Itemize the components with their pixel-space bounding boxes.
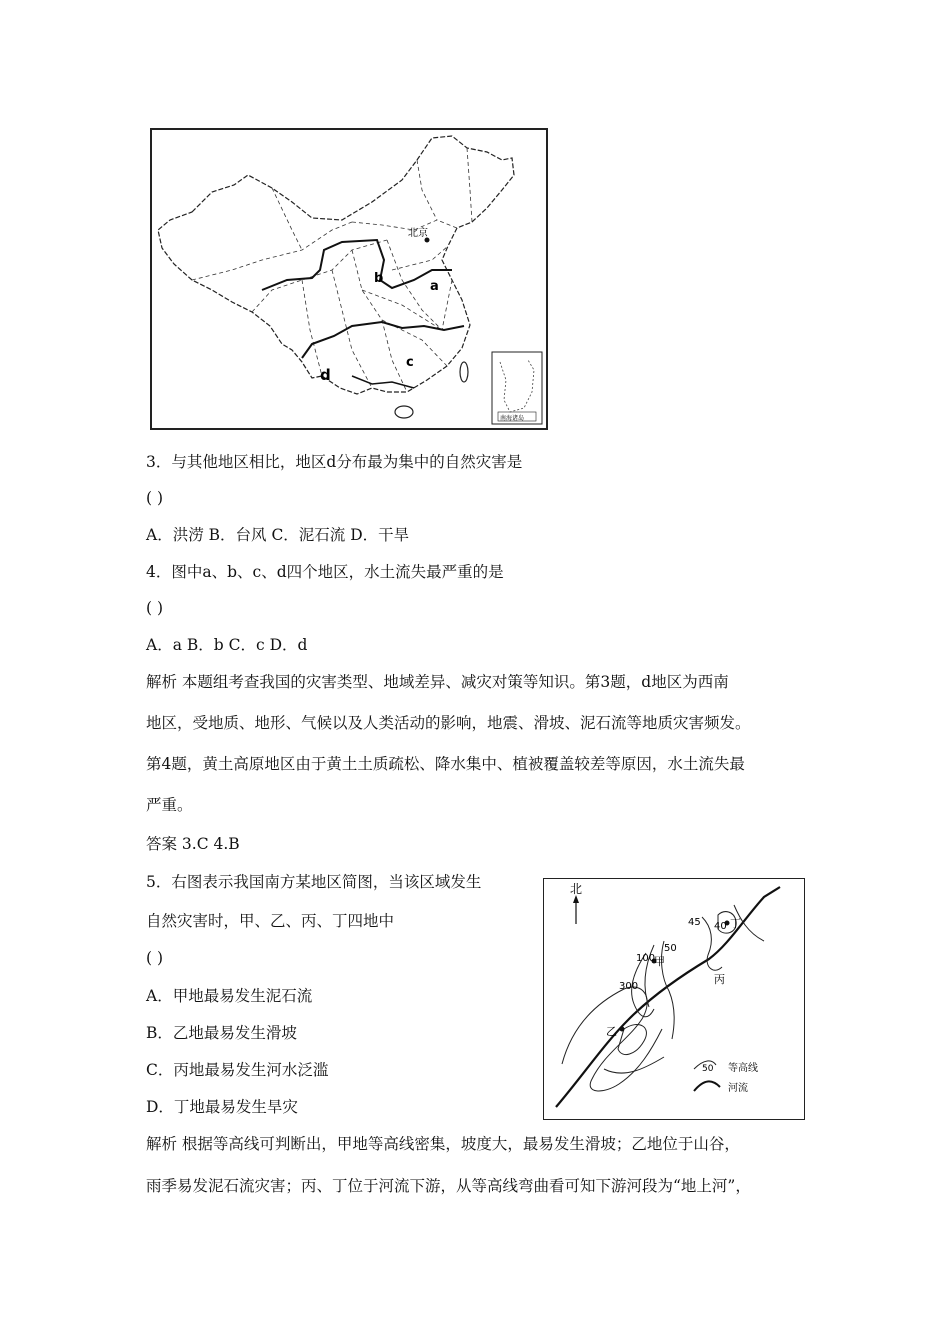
q5-stem-line2: 自然灾害时，甲、乙、丙、丁四地中	[146, 912, 395, 930]
q3-stem: 3．与其他地区相比，地区d分布最为集中的自然灾害是	[146, 453, 523, 471]
analysis1-line3: 第4题，黄土高原地区由于黄土土质疏松、降水集中、植被覆盖较差等原因，水土流失最	[146, 755, 745, 773]
beijing-label: 北京	[408, 228, 428, 239]
contour-label-50: 50	[664, 943, 677, 954]
q5-stem-line1: 5．右图表示我国南方某地区简图，当该区域发生	[146, 873, 482, 891]
q3-options: A．洪涝 B．台风 C．泥石流 D．干旱	[146, 526, 410, 544]
contour-label-100: 100	[636, 953, 656, 964]
pearl-river	[352, 376, 414, 388]
q5-answer-parens: ( )	[146, 949, 164, 967]
region-a-label: a	[430, 279, 439, 294]
china-map-figure	[150, 128, 548, 430]
place-bing: 丙	[714, 973, 725, 986]
place-jia: 甲	[654, 955, 665, 968]
q5-option-a: A．甲地最易发生泥石流	[146, 987, 313, 1005]
q4-answer-parens: ( )	[146, 599, 164, 617]
inset-caption: 南海诸岛	[500, 415, 525, 422]
analysis1-line4: 严重。	[146, 796, 193, 814]
contour-label-45: 45	[688, 917, 701, 928]
q5-option-c: C．丙地最易发生河水泛滥	[146, 1061, 329, 1079]
south-china-sea-inset	[492, 352, 542, 424]
contour-label-40: 40	[714, 921, 727, 932]
q3-answer-parens: ( )	[146, 489, 164, 507]
china-border	[158, 136, 514, 394]
region-c-label: c	[406, 355, 414, 370]
china-map	[152, 130, 546, 428]
yi-marker	[620, 1027, 625, 1032]
north-arrow-icon	[573, 895, 579, 903]
legend-river-symbol	[694, 1081, 720, 1091]
answer1: 答案 3.C 4.B	[146, 835, 240, 853]
region-b-label: b	[374, 271, 384, 286]
legend-contour-value: 50	[702, 1064, 714, 1074]
yangtze-river	[302, 322, 464, 358]
q4-stem: 4．图中a、b、c、d四个地区，水土流失最严重的是	[146, 563, 504, 581]
region-d-label: d	[320, 366, 331, 384]
q5-option-d: D．丁地最易发生旱灾	[146, 1098, 298, 1116]
contour-map-figure	[543, 878, 805, 1120]
analysis1-line2: 地区，受地质、地形、气候以及人类活动的影响，地震、滑坡、泥石流等地质灾害频发。	[146, 714, 751, 732]
place-yi: 乙	[606, 1025, 617, 1038]
analysis1-line1: 解析 本题组考查我国的灾害类型、地域差异、减灾对策等知识。第3题，d地区为西南	[146, 673, 729, 691]
river	[556, 887, 780, 1107]
north-label: 北	[570, 882, 583, 896]
q5-option-b: B．乙地最易发生滑坡	[146, 1024, 297, 1042]
hainan-island	[395, 406, 413, 418]
legend-contour-label: 等高线	[728, 1063, 758, 1074]
yellow-river	[262, 240, 452, 290]
contour-label-300: 300	[619, 981, 639, 992]
analysis2-line1: 解析 根据等高线可判断出，甲地等高线密集，坡度大，最易发生滑坡；乙地位于山谷，	[146, 1135, 740, 1153]
taiwan-island	[460, 362, 468, 382]
analysis2-line2: 雨季易发泥石流灾害；丙、丁位于河流下游，从等高线弯曲看可知下游河段为“地上河”，	[146, 1177, 751, 1195]
place-ding: 丁	[730, 917, 741, 930]
contour-map	[544, 879, 804, 1119]
legend-river-label: 河流	[728, 1083, 748, 1094]
q4-options: A．a B．b C．c D．d	[146, 636, 308, 654]
